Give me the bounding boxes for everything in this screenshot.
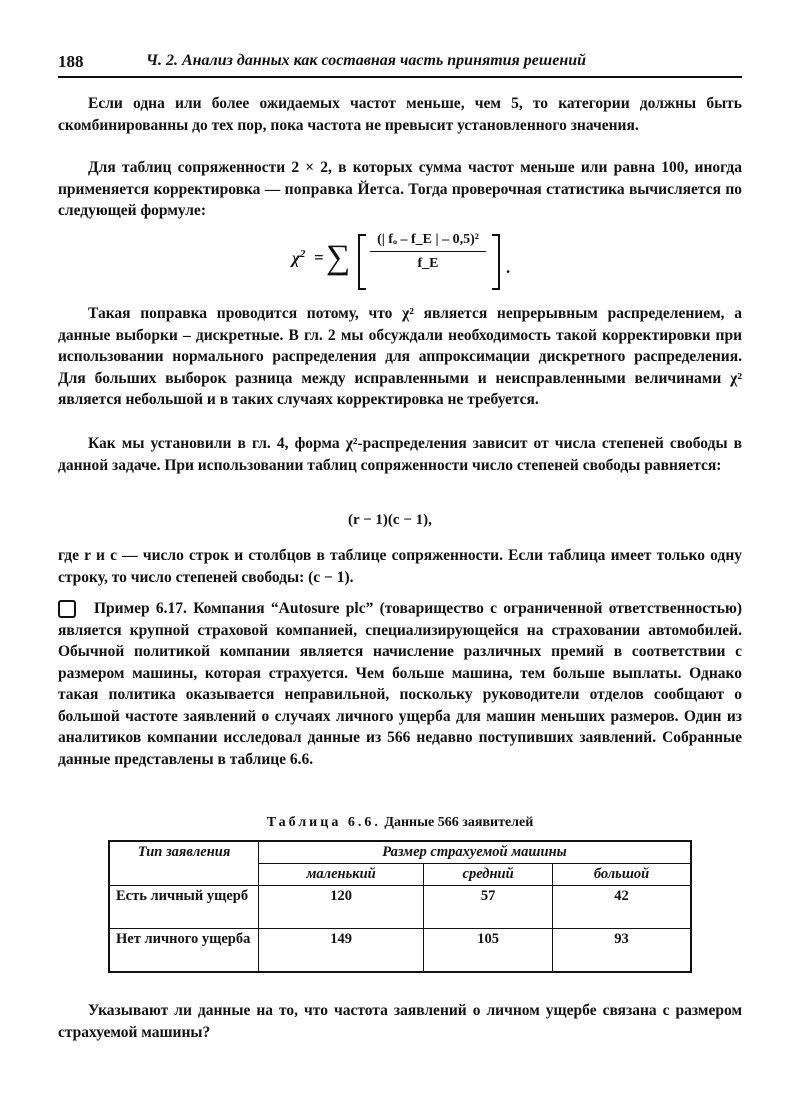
running-header (58, 52, 742, 78)
page-number: 188 (58, 52, 84, 71)
header-small: маленький (259, 864, 424, 886)
chi-symbol: $\chi^2$ (292, 248, 306, 268)
claims-table (108, 840, 692, 973)
df-formula: (r − 1)(c − 1), (348, 512, 432, 528)
cell-value: 149 (259, 929, 424, 973)
header-claim-type: Тип заявления (109, 841, 259, 886)
paragraph-expected-frequencies: Если одна или более ожидаемых частот меньше, чем 5, то категории должны быть скомбинированны до тех пор, пока частота не превысит установленного значения. (58, 95, 742, 134)
table-row (109, 929, 691, 973)
header-car-size: Размер страхуемой машины (259, 841, 692, 864)
cell-value: 105 (424, 929, 553, 973)
yates-term: поправка Йетса (284, 180, 401, 198)
table-row (109, 886, 691, 929)
paragraph-question: Указывают ли данные на то, что частота заявлений о личном ущербе связана с размером страхуемой машины? (58, 1002, 742, 1041)
sigma-symbol: ∑ (326, 239, 351, 276)
cell-value: 57 (424, 886, 553, 929)
example-text: Компания “Autosure plc” (товарищество с ограниченной ответственностью) является крупной страховой компанией, специализирующейся на страховании автомобилей. Обычной политикой компании является начисление различных премий в соответствии с размером машины, которая страхуется. Чем больше машина, тем больше выплаты. Однако такая политика оказывается неправильной, поскольку руководители отделов сообщают о большой частоте заявлений о случаях личного ущерба для машин меньших размеров. Один из аналитиков компании исследовал данные из 566 недавно поступивших заявлений. Собранные данные представлены в таблице 6.6. (58, 600, 742, 768)
formula-period: . (506, 258, 511, 277)
yates-intro-tail: . Тогда проверочная статистика вычисляется по следующей формуле: (58, 180, 743, 219)
cell-value: 42 (553, 886, 691, 929)
table-caption-name: Данные 566 заявителей (384, 815, 534, 830)
header-medium: средний (424, 864, 553, 886)
cell-value: 120 (259, 886, 424, 929)
example-label: Пример 6.17. (94, 600, 187, 617)
left-bracket (358, 234, 366, 290)
equals-sign: = (314, 248, 324, 267)
paragraph-yates-intro (58, 157, 742, 222)
paragraph-degrees-of-freedom: Как мы установили в гл. 4, форма χ²-распределения зависит от числа степеней свободы в данной задаче. При использовании таблиц сопряженности число степеней свободы равняется: (58, 435, 742, 474)
paragraph-correction-reason: Такая поправка проводится потому, что χ² является непрерывным распределением, а данные выборки – дискретные. В гл. 2 мы обсуждали необходимость такой корректировки при использовании нормального распределения для аппроксимации дискретного распределения. Для больших выборок разница между исправленными и неисправленными величинами χ² является небольшой и в таких случаях корректировка не требуется. (58, 305, 742, 408)
yates-intro-text: Для таблиц сопряженности 2 × 2, в которых сумма частот меньше или равна 100, иногда применяется корректировка — (58, 159, 742, 198)
table-caption-label: Таблица 6.6. (266, 815, 381, 830)
right-bracket (492, 234, 500, 290)
row-label: Есть личный ущерб (109, 886, 259, 929)
paragraph-example (58, 598, 742, 770)
fraction-denominator: f_E (417, 256, 439, 271)
header-large: большой (553, 864, 691, 886)
paragraph-rows-columns: где r и c — число строк и столбцов в таблице сопряженности. Если таблица имеет только одну строку, то число степеней свободы: (c − 1). (58, 547, 742, 586)
fraction-numerator: (| fₒ – f_E | – 0,5)² (370, 232, 486, 252)
cell-value: 93 (553, 929, 691, 973)
chapter-title: Ч. 2. Анализ данных как составная часть принятия решений (146, 52, 586, 69)
yates-formula (292, 230, 522, 290)
row-label: Нет личного ущерба (109, 929, 259, 973)
table-caption (58, 815, 742, 831)
fraction (370, 232, 486, 272)
